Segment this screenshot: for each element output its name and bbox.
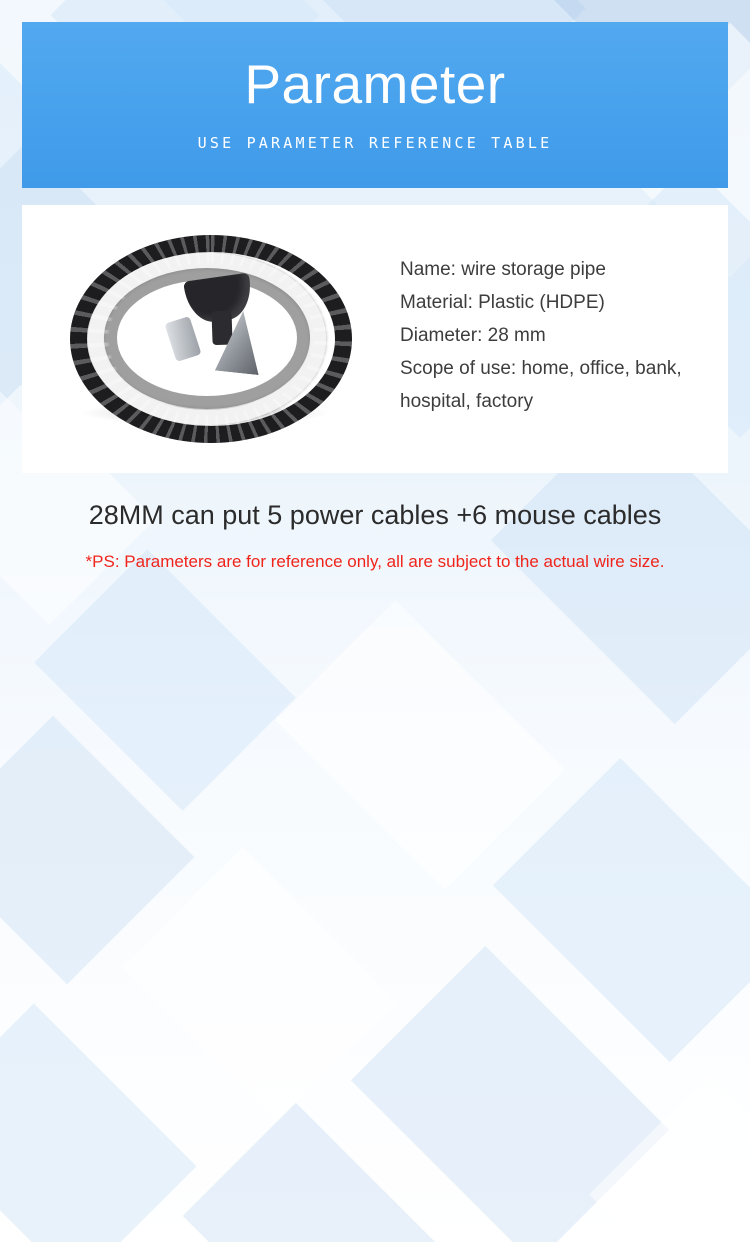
disclaimer-note: *PS: Parameters are for reference only, all are subject to the actual wire size. <box>85 552 665 571</box>
header-banner <box>22 22 728 188</box>
page-title: Parameter <box>244 53 506 115</box>
spec-diameter: Diameter: 28 mm <box>400 325 546 346</box>
cable-coil-illustration <box>68 233 354 445</box>
spec-material: Material: Plastic (HDPE) <box>400 292 605 313</box>
parameter-card <box>22 205 728 473</box>
capacity-note: 28MM can put 5 power cables +6 mouse cables <box>88 500 662 530</box>
spec-list <box>352 205 720 418</box>
spec-name: Name: wire storage pipe <box>400 259 606 280</box>
header-subtitle: USE PARAMETER REFERENCE TABLE <box>197 134 553 152</box>
product-image <box>22 205 352 473</box>
coil-ribs <box>70 235 352 443</box>
spec-scope: Scope of use: home, office, bank, hospital, factory <box>400 358 687 412</box>
